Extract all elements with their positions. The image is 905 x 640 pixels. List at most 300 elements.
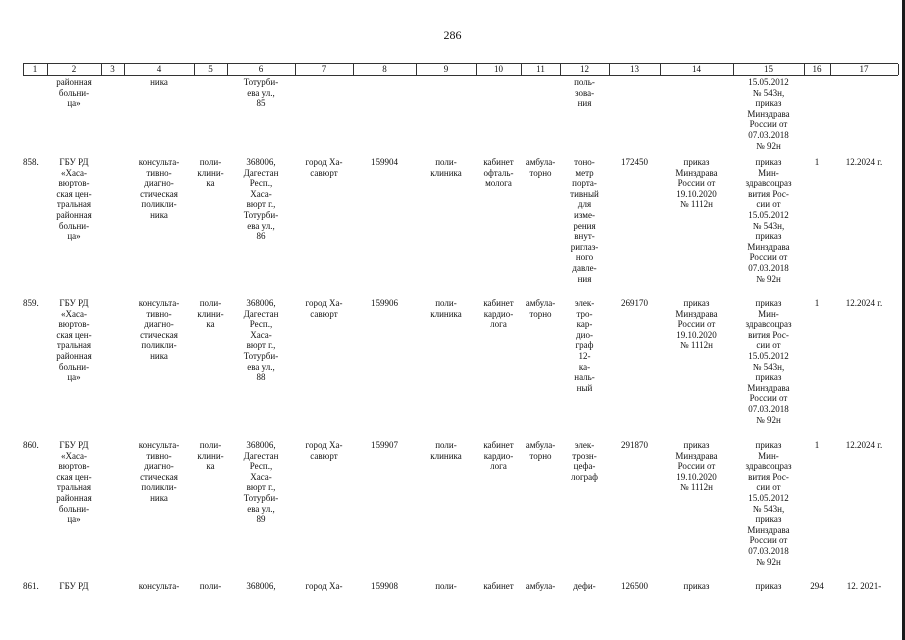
address-line: Хаса- bbox=[250, 471, 272, 482]
address-line: Респ., bbox=[249, 319, 273, 330]
facility-type-line: поли- bbox=[199, 298, 222, 308]
column-number-header bbox=[23, 63, 898, 76]
division-line: стическая bbox=[140, 329, 178, 340]
column-number-4: 4 bbox=[156, 64, 162, 74]
unit bbox=[416, 440, 476, 461]
column-number-7: 7 bbox=[321, 64, 327, 74]
equipment-name-line: метр bbox=[575, 167, 594, 178]
date: 12.2024 г. bbox=[845, 298, 883, 308]
equipment-name-line: элек- bbox=[574, 298, 595, 308]
care-form-line: амбула- bbox=[525, 157, 556, 167]
quantity: 1 bbox=[814, 157, 820, 167]
cont-organization-line: районная bbox=[56, 77, 92, 87]
date: 12.2024 г. bbox=[845, 440, 883, 450]
column-number-1: 1 bbox=[32, 64, 38, 74]
column-number-13: 13 bbox=[630, 64, 639, 74]
division-line: стическая bbox=[140, 471, 178, 482]
cont-address-line: ева ул., bbox=[247, 87, 275, 98]
room bbox=[476, 440, 521, 472]
address-line: вюрт г., bbox=[246, 199, 276, 210]
column-number-5: 5 bbox=[208, 64, 213, 74]
unit-line: поли- bbox=[435, 298, 457, 308]
cont-equipment-line: ния bbox=[577, 98, 592, 109]
standard-line: сии от bbox=[756, 199, 781, 210]
order-line: № 1112н bbox=[680, 340, 713, 351]
room-line: лога bbox=[490, 461, 507, 472]
standard-line: Минздрава bbox=[747, 524, 790, 535]
column-number-3: 3 bbox=[110, 64, 115, 74]
address-line: 88 bbox=[256, 372, 266, 383]
organization-line: «Хаса- bbox=[60, 308, 88, 319]
quantity: 1 bbox=[814, 440, 820, 450]
header-divider bbox=[124, 64, 125, 75]
address-line: Тотурби- bbox=[243, 209, 279, 220]
header-divider bbox=[830, 64, 831, 75]
header-divider bbox=[23, 64, 24, 75]
room-line: молога bbox=[485, 178, 512, 189]
cont-standard-line: 15.05.2012 bbox=[748, 77, 789, 87]
equipment-name-line: риглаз- bbox=[570, 241, 599, 252]
price: 269170 bbox=[621, 298, 648, 308]
city bbox=[295, 157, 353, 178]
organization-line: «Хаса- bbox=[60, 167, 88, 178]
row-number: 858. bbox=[23, 157, 39, 167]
order-line: России от bbox=[677, 461, 716, 472]
order-line: 19.10.2020 bbox=[676, 188, 717, 199]
address-line: Дагестан bbox=[243, 450, 279, 461]
header-divider bbox=[101, 64, 102, 75]
equipment-name-line: рения bbox=[573, 220, 596, 231]
equipment-name-line: 12- bbox=[578, 350, 591, 361]
column-number-14: 14 bbox=[692, 64, 701, 74]
order-line: приказ bbox=[683, 298, 710, 308]
unit-line: клиника bbox=[430, 308, 462, 319]
standard-line: Минздрава bbox=[747, 241, 790, 252]
cont-address-line: Тотурби- bbox=[243, 77, 279, 87]
address-line: ева ул., bbox=[247, 220, 275, 231]
division-line: поликли- bbox=[141, 482, 177, 493]
address bbox=[227, 298, 295, 383]
address-line: вюрт г., bbox=[246, 340, 276, 351]
equipment-name-line: элек- bbox=[574, 440, 595, 450]
cont-equipment bbox=[560, 77, 609, 109]
address bbox=[227, 440, 295, 525]
order-line: приказ bbox=[683, 440, 710, 450]
standard bbox=[733, 298, 804, 425]
equipment-name-line: цефа- bbox=[573, 461, 596, 472]
address-line: Хаса- bbox=[250, 188, 272, 199]
standard-line: сии от bbox=[756, 482, 781, 493]
room bbox=[476, 298, 521, 330]
facility-type-line: клини- bbox=[197, 308, 224, 319]
cont-standard-line: № 543н, bbox=[752, 87, 785, 98]
equipment-name-line: дио- bbox=[576, 329, 593, 340]
address-line: 368006, bbox=[246, 440, 276, 450]
order-line: приказ bbox=[683, 581, 710, 591]
cont-organization-line: ца» bbox=[67, 98, 81, 109]
standard-line: 07.03.2018 bbox=[748, 545, 789, 556]
city-line: город Ха- bbox=[305, 157, 343, 167]
standard bbox=[733, 440, 804, 567]
standard-line: 15.05.2012 bbox=[748, 492, 789, 503]
address-line: вюрт г., bbox=[246, 482, 276, 493]
equipment-name-line: наль- bbox=[574, 372, 595, 383]
cont-division-line: ника bbox=[150, 77, 168, 87]
division-line: диагно- bbox=[144, 319, 174, 330]
facility-type-line: поли- bbox=[199, 581, 222, 591]
standard-line: вития Рос- bbox=[748, 329, 789, 340]
header-divider bbox=[660, 64, 661, 75]
organization-line: тральная bbox=[56, 340, 92, 351]
facility-type-line: ка bbox=[206, 178, 215, 189]
division-line: поликли- bbox=[141, 199, 177, 210]
cont-organization-line: больни- bbox=[58, 87, 90, 98]
date: 12.2024 г. bbox=[845, 157, 883, 167]
room-line: офталь- bbox=[483, 167, 514, 178]
address-line: Хаса- bbox=[250, 329, 272, 340]
unit bbox=[416, 581, 476, 592]
division-line: стическая bbox=[140, 188, 178, 199]
address bbox=[227, 581, 295, 592]
division-line: консульта- bbox=[138, 298, 180, 308]
facility-type-line: поли- bbox=[199, 440, 222, 450]
cont-equipment-line: зова- bbox=[574, 87, 595, 98]
equipment-name-line: тоно- bbox=[574, 157, 595, 167]
code: 159904 bbox=[371, 157, 398, 167]
organization-line: районная bbox=[56, 209, 92, 220]
code: 159908 bbox=[371, 581, 398, 591]
organization-line: ГБУ РД bbox=[59, 298, 89, 308]
address-line: 86 bbox=[256, 231, 266, 242]
city bbox=[295, 440, 353, 461]
cont-address bbox=[227, 77, 295, 109]
organization-line: вюртов- bbox=[58, 178, 90, 189]
column-number-16: 16 bbox=[812, 64, 822, 74]
organization-line: больни- bbox=[58, 220, 90, 231]
order-line: 19.10.2020 bbox=[676, 329, 717, 340]
equipment-name-line: ного bbox=[575, 252, 594, 263]
care-form-line: торно bbox=[529, 450, 552, 461]
standard-line: приказ bbox=[755, 581, 782, 591]
order-line: № 1112н bbox=[680, 199, 713, 210]
order-line: России от bbox=[677, 178, 716, 189]
organization-line: тральная bbox=[56, 199, 92, 210]
price: 126500 bbox=[621, 581, 648, 591]
header-divider bbox=[476, 64, 477, 75]
division-line: тивно- bbox=[146, 167, 172, 178]
equipment-name-line: ка- bbox=[578, 361, 591, 372]
order bbox=[660, 581, 733, 592]
cont-address-line: 85 bbox=[256, 98, 266, 109]
division bbox=[124, 157, 194, 221]
standard-line: сии от bbox=[756, 340, 781, 351]
division-line: ника bbox=[150, 492, 168, 503]
unit-line: поли- bbox=[435, 440, 457, 450]
care-form-line: амбула- bbox=[525, 581, 556, 591]
column-number-2: 2 bbox=[71, 64, 77, 74]
standard-line: приказ bbox=[755, 298, 782, 308]
city-line: савюрт bbox=[310, 308, 338, 319]
equipment-name bbox=[560, 440, 609, 482]
city bbox=[295, 581, 353, 592]
equipment-name-line: трозн- bbox=[572, 450, 597, 461]
facility-type-line: клини- bbox=[197, 167, 224, 178]
care-form-line: торно bbox=[529, 308, 552, 319]
standard-line: № 543н, bbox=[752, 361, 785, 372]
header-divider bbox=[804, 64, 805, 75]
cont-standard-line: России от bbox=[749, 119, 788, 130]
organization-line: ца» bbox=[67, 514, 81, 525]
standard-line: здравсоцраз bbox=[745, 319, 792, 330]
organization-line: ца» bbox=[67, 372, 81, 383]
care-form-line: торно bbox=[529, 167, 552, 178]
column-number-17: 17 bbox=[859, 64, 869, 74]
division bbox=[124, 440, 194, 504]
equipment-name-line: изме- bbox=[574, 209, 595, 220]
standard-line: № 543н, bbox=[752, 503, 785, 514]
facility-type-line: ка bbox=[206, 461, 215, 472]
row-number: 860. bbox=[23, 440, 39, 450]
equipment-name-line: граф bbox=[575, 340, 594, 351]
standard-line: 15.05.2012 bbox=[748, 209, 789, 220]
order-line: № 1112н bbox=[680, 482, 713, 493]
order-line: Минздрава bbox=[675, 167, 718, 178]
price: 291870 bbox=[621, 440, 648, 450]
division-line: тивно- bbox=[146, 450, 172, 461]
standard bbox=[733, 157, 804, 284]
column-number-12: 12 bbox=[580, 64, 589, 74]
header-divider bbox=[227, 64, 228, 75]
unit-line: поли- bbox=[435, 581, 457, 591]
column-number-10: 10 bbox=[494, 64, 503, 74]
order-line: России от bbox=[677, 319, 716, 330]
standard-line: Мин- bbox=[758, 450, 779, 461]
facility-type bbox=[194, 298, 227, 330]
standard-line: России от bbox=[749, 535, 788, 546]
header-divider bbox=[47, 64, 48, 75]
price: 172450 bbox=[621, 157, 648, 167]
organization-line: больни- bbox=[58, 503, 90, 514]
header-divider bbox=[521, 64, 522, 75]
facility-type bbox=[194, 157, 227, 189]
equipment-name bbox=[560, 298, 609, 393]
standard-line: № 92н bbox=[756, 556, 781, 567]
cont-equipment-line: поль- bbox=[574, 77, 595, 87]
order bbox=[660, 157, 733, 210]
header-divider bbox=[416, 64, 417, 75]
equipment-name-line: ный bbox=[576, 382, 593, 393]
organization-line: ГБУ РД bbox=[59, 157, 89, 167]
standard-line: № 543н, bbox=[752, 220, 785, 231]
standard-line: 07.03.2018 bbox=[748, 403, 789, 414]
standard-line: России от bbox=[749, 393, 788, 404]
standard-line: 15.05.2012 bbox=[748, 350, 789, 361]
organization-line: районная bbox=[56, 492, 92, 503]
standard-line: Минздрава bbox=[747, 382, 790, 393]
row-number: 861. bbox=[23, 581, 39, 591]
address-line: ева ул., bbox=[247, 503, 275, 514]
division-line: консульта- bbox=[138, 440, 180, 450]
address-line: Респ., bbox=[249, 178, 273, 189]
organization-line: ГБУ РД bbox=[59, 581, 89, 591]
standard-line: № 92н bbox=[756, 273, 781, 284]
organization bbox=[47, 581, 101, 592]
cont-standard bbox=[733, 77, 804, 151]
room-line: кардио- bbox=[483, 308, 514, 319]
equipment-name-line: кар- bbox=[576, 319, 593, 330]
unit bbox=[416, 157, 476, 178]
city-line: город Ха- bbox=[305, 440, 343, 450]
header-divider bbox=[353, 64, 354, 75]
header-divider bbox=[295, 64, 296, 75]
organization-line: тральная bbox=[56, 482, 92, 493]
address-line: 89 bbox=[256, 514, 266, 525]
column-number-9: 9 bbox=[443, 64, 449, 74]
standard-line: Мин- bbox=[758, 308, 779, 319]
division-line: консульта- bbox=[138, 157, 180, 167]
date: 12. 2021- bbox=[846, 581, 882, 591]
room-line: кабинет bbox=[483, 440, 514, 450]
standard-line: 07.03.2018 bbox=[748, 262, 789, 273]
division-line: ника bbox=[150, 209, 168, 220]
organization-line: ская цен- bbox=[56, 471, 92, 482]
address-line: ева ул., bbox=[247, 361, 275, 372]
standard-line: приказ bbox=[755, 157, 782, 167]
cont-standard-line: приказ bbox=[755, 98, 782, 109]
room-line: кабинет bbox=[483, 157, 514, 167]
code: 159907 bbox=[371, 440, 398, 450]
order bbox=[660, 298, 733, 351]
row-number: 859. bbox=[23, 298, 39, 308]
organization-line: «Хаса- bbox=[60, 450, 88, 461]
quantity: 1 bbox=[814, 298, 820, 308]
facility-type-line: поли- bbox=[199, 157, 222, 167]
city-line: город Ха- bbox=[305, 298, 343, 308]
standard-line: здравсоцраз bbox=[745, 178, 792, 189]
cont-standard-line: Минздрава bbox=[747, 108, 790, 119]
quantity: 294 bbox=[810, 581, 824, 591]
order-line: 19.10.2020 bbox=[676, 471, 717, 482]
division-line: диагно- bbox=[144, 178, 174, 189]
address-line: Дагестан bbox=[243, 308, 279, 319]
standard bbox=[733, 581, 804, 592]
order-line: Минздрава bbox=[675, 308, 718, 319]
address-line: Респ., bbox=[249, 461, 273, 472]
equipment-name-line: внут- bbox=[574, 231, 595, 242]
equipment-name-line: дефи- bbox=[573, 581, 596, 591]
address-line: 368006, bbox=[246, 157, 276, 167]
division-line: ника bbox=[150, 350, 168, 361]
organization bbox=[47, 157, 101, 242]
header-divider bbox=[609, 64, 610, 75]
standard-line: вития Рос- bbox=[748, 188, 789, 199]
address-line: 368006, bbox=[246, 581, 276, 591]
care-form-line: амбула- bbox=[525, 298, 556, 308]
facility-type-line: клини- bbox=[197, 450, 224, 461]
care-form-line: амбула- bbox=[525, 440, 556, 450]
header-divider bbox=[194, 64, 195, 75]
column-number-11: 11 bbox=[536, 64, 545, 74]
room-line: лога bbox=[490, 319, 507, 330]
order-line: приказ bbox=[683, 157, 710, 167]
organization bbox=[47, 298, 101, 383]
equipment-name-line: ния bbox=[577, 273, 592, 284]
header-divider bbox=[560, 64, 561, 75]
care-form bbox=[521, 157, 560, 178]
order-line: Минздрава bbox=[675, 450, 718, 461]
city-line: город Ха- bbox=[305, 581, 343, 591]
address-line: 368006, bbox=[246, 298, 276, 308]
standard-line: приказ bbox=[755, 231, 782, 242]
organization bbox=[47, 440, 101, 525]
header-divider bbox=[733, 64, 734, 75]
column-number-15: 15 bbox=[764, 64, 773, 74]
organization-line: вюртов- bbox=[58, 461, 90, 472]
page-number: 286 bbox=[443, 28, 462, 42]
equipment-name-line: давле- bbox=[572, 262, 597, 273]
room-line: кабинет bbox=[483, 581, 514, 591]
division-line: консульта- bbox=[138, 581, 180, 591]
column-number-8: 8 bbox=[382, 64, 387, 74]
address-line: Тотурби- bbox=[243, 492, 279, 503]
organization-line: ГБУ РД bbox=[59, 440, 89, 450]
equipment-name-line: лограф bbox=[570, 471, 598, 482]
standard-line: приказ bbox=[755, 372, 782, 383]
standard-line: здравсоцраз bbox=[745, 461, 792, 472]
standard-line: № 92н bbox=[756, 414, 781, 425]
unit-line: клиника bbox=[430, 450, 462, 461]
standard-line: вития Рос- bbox=[748, 471, 789, 482]
room bbox=[476, 581, 521, 592]
facility-type bbox=[194, 581, 227, 592]
equipment-name-line: порта- bbox=[572, 178, 597, 189]
care-form bbox=[521, 440, 560, 461]
city-line: савюрт bbox=[310, 167, 338, 178]
room bbox=[476, 157, 521, 189]
division-line: тивно- bbox=[146, 308, 172, 319]
cont-standard-line: 07.03.2018 bbox=[748, 129, 789, 140]
room-line: кардио- bbox=[483, 450, 514, 461]
cont-standard-line: № 92н bbox=[756, 140, 781, 151]
column-number-6: 6 bbox=[258, 64, 264, 74]
standard-line: приказ bbox=[755, 440, 782, 450]
organization-line: ца» bbox=[67, 231, 81, 242]
equipment-name bbox=[560, 581, 609, 592]
organization-line: ская цен- bbox=[56, 188, 92, 199]
address-line: Дагестан bbox=[243, 167, 279, 178]
cont-organization bbox=[47, 77, 101, 109]
division bbox=[124, 581, 194, 592]
order bbox=[660, 440, 733, 493]
code: 159906 bbox=[371, 298, 398, 308]
equipment-name-line: для bbox=[577, 199, 592, 210]
room-line: кабинет bbox=[483, 298, 514, 308]
standard-line: Мин- bbox=[758, 167, 779, 178]
care-form bbox=[521, 298, 560, 319]
organization-line: районная bbox=[56, 350, 92, 361]
address bbox=[227, 157, 295, 242]
city bbox=[295, 298, 353, 319]
equipment-name-line: тро- bbox=[576, 308, 593, 319]
standard-line: России от bbox=[749, 252, 788, 263]
header-divider bbox=[898, 64, 899, 75]
organization-line: ская цен- bbox=[56, 329, 92, 340]
unit bbox=[416, 298, 476, 319]
equipment-name-line: тивный bbox=[570, 188, 599, 199]
division-line: диагно- bbox=[144, 461, 174, 472]
division-line: поликли- bbox=[141, 340, 177, 351]
division bbox=[124, 298, 194, 362]
